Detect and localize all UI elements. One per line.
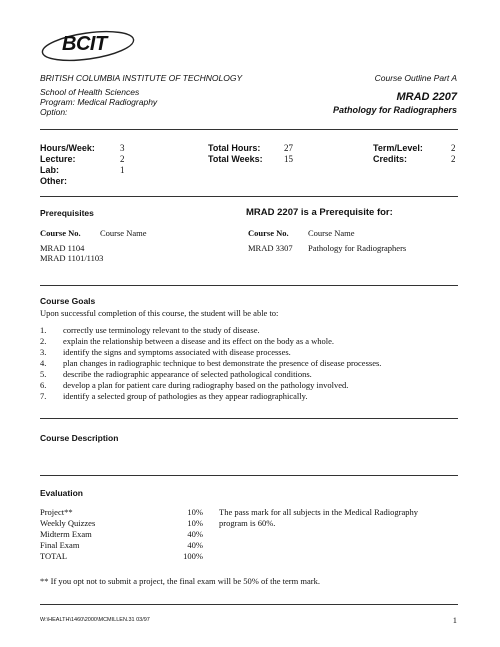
goal-number: 7. <box>40 391 47 401</box>
total-weeks-label: Total Weeks: <box>208 154 263 164</box>
is-prereq-heading: MRAD 2207 is a Prerequisite for: <box>246 207 393 218</box>
eval-item-pct: 40% <box>187 540 203 550</box>
credits-label: Credits: <box>373 154 408 164</box>
logo-text: BCIT <box>62 33 107 55</box>
eval-item-pct: 40% <box>187 529 203 539</box>
institute-name: BRITISH COLUMBIA INSTITUTE OF TECHNOLOGY <box>40 73 243 83</box>
goal-text: develop a plan for patient care during radiography based on the pathology involved. <box>63 380 349 390</box>
eval-total-label: TOTAL <box>40 551 68 561</box>
lab-label: Lab: <box>40 165 59 175</box>
prereq-col-no: Course No. <box>40 228 81 238</box>
school-name: School of Health Sciences <box>40 87 140 97</box>
credits-value: 2 <box>451 154 456 164</box>
hours-week-value: 3 <box>120 143 125 153</box>
divider <box>40 604 458 605</box>
description-heading: Course Description <box>40 433 119 443</box>
course-title: Pathology for Radiographers <box>332 105 457 115</box>
total-hours-value: 27 <box>284 143 293 153</box>
outline-part: Course Outline Part A <box>374 73 457 83</box>
eval-item-label: Project** <box>40 507 73 517</box>
eval-item-label: Final Exam <box>40 540 80 550</box>
goal-text: identify the signs and symptoms associated with disease processes. <box>63 347 291 357</box>
page-number: 1 <box>452 615 457 625</box>
divider <box>40 475 458 476</box>
goals-heading: Course Goals <box>40 296 96 306</box>
goal-number: 1. <box>40 325 47 335</box>
other-label: Other: <box>40 176 67 186</box>
prereq-row: MRAD 1104 <box>40 243 85 253</box>
divider <box>40 129 458 130</box>
required-by-col-no: Course No. <box>248 228 289 238</box>
prereq-heading: Prerequisites <box>40 208 94 218</box>
pass-mark-note-cont: program is 60%. <box>219 518 276 528</box>
goal-number: 2. <box>40 336 47 346</box>
lab-value: 1 <box>120 165 125 175</box>
goal-text: describe the radiographic appearance of selected pathological conditions. <box>63 369 312 379</box>
project-footnote: ** If you opt not to submit a project, the final exam will be 50% of the term mark. <box>40 576 320 586</box>
divider <box>40 196 458 197</box>
goal-text: correctly use terminology relevant to the study of disease. <box>63 325 260 335</box>
prereq-col-name: Course Name <box>100 228 147 238</box>
total-hours-label: Total Hours: <box>208 143 261 153</box>
option-label: Option: <box>40 107 68 117</box>
eval-total-pct: 100% <box>183 551 203 561</box>
eval-item-label: Weekly Quizzes <box>40 518 96 528</box>
eval-item-pct: 10% <box>187 518 203 528</box>
goal-text: plan changes in radiographic technique to best demonstrate the presence of disease processes. <box>63 358 382 368</box>
total-weeks-value: 15 <box>284 154 293 164</box>
required-by-course-no: MRAD 3307 <box>248 243 293 253</box>
hours-week-label: Hours/Week: <box>40 143 95 153</box>
goal-number: 5. <box>40 369 47 379</box>
goal-number: 4. <box>40 358 47 368</box>
eval-item-label: Midterm Exam <box>40 529 92 539</box>
goal-text: identify a selected group of pathologies as they appear radiographically. <box>63 391 308 401</box>
lecture-value: 2 <box>120 154 125 164</box>
file-path: W:\HEALTH\1460\2000\MCMILLEN.31 03/97 <box>40 617 150 623</box>
term-value: 2 <box>451 143 456 153</box>
goal-number: 3. <box>40 347 47 357</box>
eval-item-pct: 10% <box>187 507 203 517</box>
goals-intro: Upon successful completion of this course, the student will be able to: <box>40 308 279 318</box>
required-by-col-name: Course Name <box>308 228 355 238</box>
divider <box>40 285 458 286</box>
prereq-row: MRAD 1101/1103 <box>40 253 104 263</box>
divider <box>40 418 458 419</box>
goal-number: 6. <box>40 380 47 390</box>
lecture-label: Lecture: <box>40 154 76 164</box>
evaluation-heading: Evaluation <box>40 488 83 498</box>
pass-mark-note: The pass mark for all subjects in the Medical Radiography <box>219 507 418 517</box>
program-name: Program: Medical Radiography <box>40 97 158 107</box>
term-label: Term/Level: <box>373 143 423 153</box>
required-by-course-name: Pathology for Radiographers <box>308 243 407 253</box>
goal-text: explain the relationship between a disease and its effect on the body as a whole. <box>63 336 335 346</box>
course-code: MRAD 2207 <box>396 91 457 103</box>
